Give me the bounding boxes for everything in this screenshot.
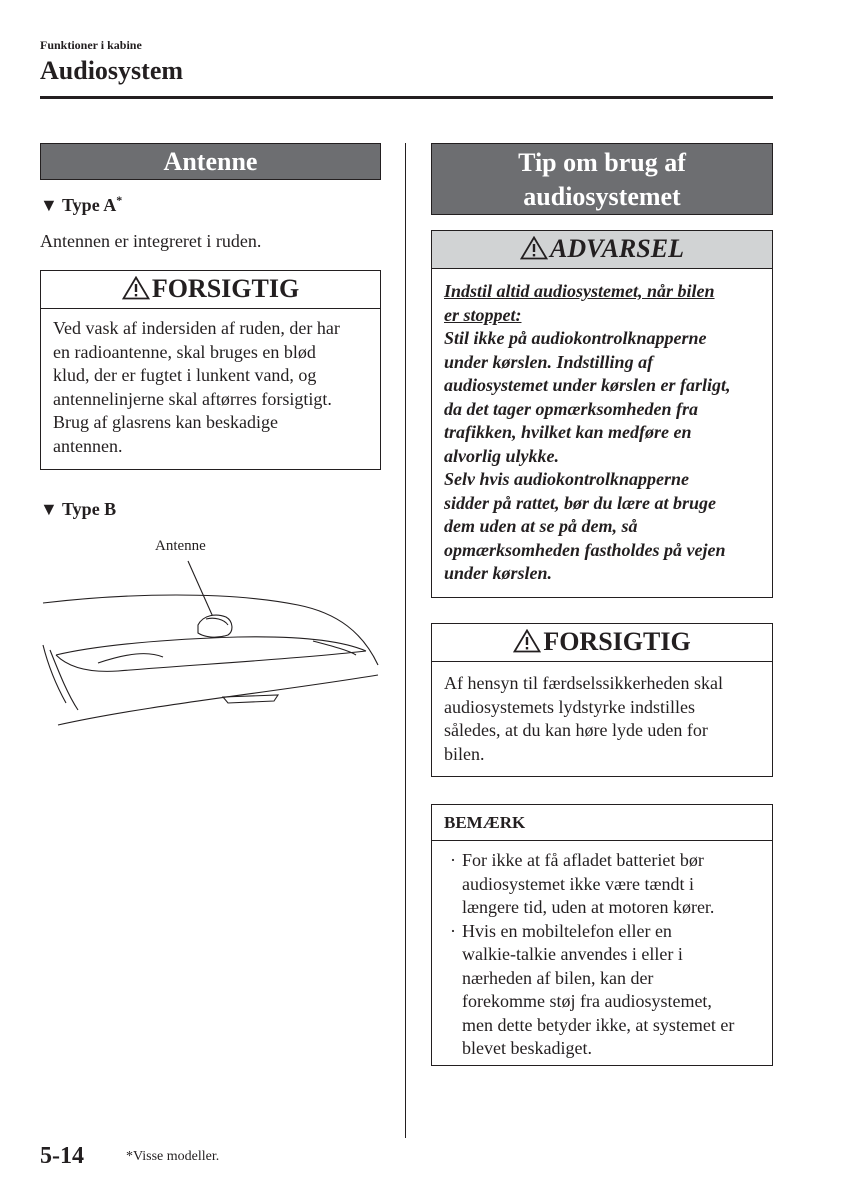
section-title-tip: Tip om brug af audiosystemet [431,143,773,215]
type-a-text: Antennen er integreret i ruden. [40,231,262,251]
warning-body: Indstil altid audiosystemet, når bilen er stoppet: Stil ikke på audiokontrolknapperne under kørslen. Indstilling af audiosystemet under kørslen er farligt, da det tager opmærksomheden fra trafikken, hvilket kan medføre en alvorlig ulykke. Selv hvis audiokontrolknapperne sidder på rattet, bør du lære at bruge dem uden at se på dem, så opmærksomheden fastholdes på vejen under kørslen. [444,281,731,583]
page-title: Audiosystem [40,56,184,85]
triangle-down-icon: ▼ [40,499,58,519]
warning-title: ADVARSEL [432,231,772,269]
type-a-heading [40,193,122,216]
illustration-label-antenne: Antenne [155,538,206,554]
warning-box [431,230,773,598]
bullet: · [450,850,456,870]
caution-body: Af hensyn til færdselssikkerheden skal audiosystemets lydstyrke indstilles således, at du kan høre lyde uden for bilen. [444,673,723,764]
caution-title: FORSIGTIG [41,271,380,309]
column-divider [405,143,406,1138]
triangle-down-icon: ▼ [40,195,58,215]
note-list [432,841,772,1061]
bullet: · [450,920,456,941]
list-item: · Hvis en mobiltelefon eller en walkie-talkie anvendes i eller i nærheden af bilen, kan der forekomme støj fra audiosystemet, men dette betyder ikke, at systemet er blevet beskadiget. [450,920,735,1058]
type-a-label: Type A [62,195,117,215]
caution-body: Ved vask af indersiden af ruden, der har en radioantenne, skal bruges en blød klud, der er fugtet i lunkent vand, og antennelinjerne skal aftørres forsigtigt. Brug af glasrens kan beskadige antennen. [53,318,340,456]
title-divider [40,96,773,99]
type-b-heading [40,499,116,520]
list-item: · For ikke at få afladet batteriet bør audiosystemet ikke være tændt i længere tid, uden at motoren kører. [450,850,715,917]
note-title: BEMÆRK [432,805,772,841]
section-title-antenne: Antenne [40,143,381,180]
footnote: *Visse modeller. [126,1149,220,1164]
caution-box-antenna [40,270,381,470]
page-number: 5-14 [40,1143,84,1169]
caution-box-volume [431,623,773,777]
breadcrumb: Funktioner i kabine [40,38,142,52]
warning-triangle-icon [520,236,548,260]
roof-antenna-illustration [38,555,383,730]
model-asterisk: * [116,193,123,207]
note-box [431,804,773,1066]
warning-triangle-icon [513,629,541,653]
type-b-label: Type B [62,499,117,519]
caution-title: FORSIGTIG [432,624,772,662]
warning-triangle-icon [122,276,150,300]
